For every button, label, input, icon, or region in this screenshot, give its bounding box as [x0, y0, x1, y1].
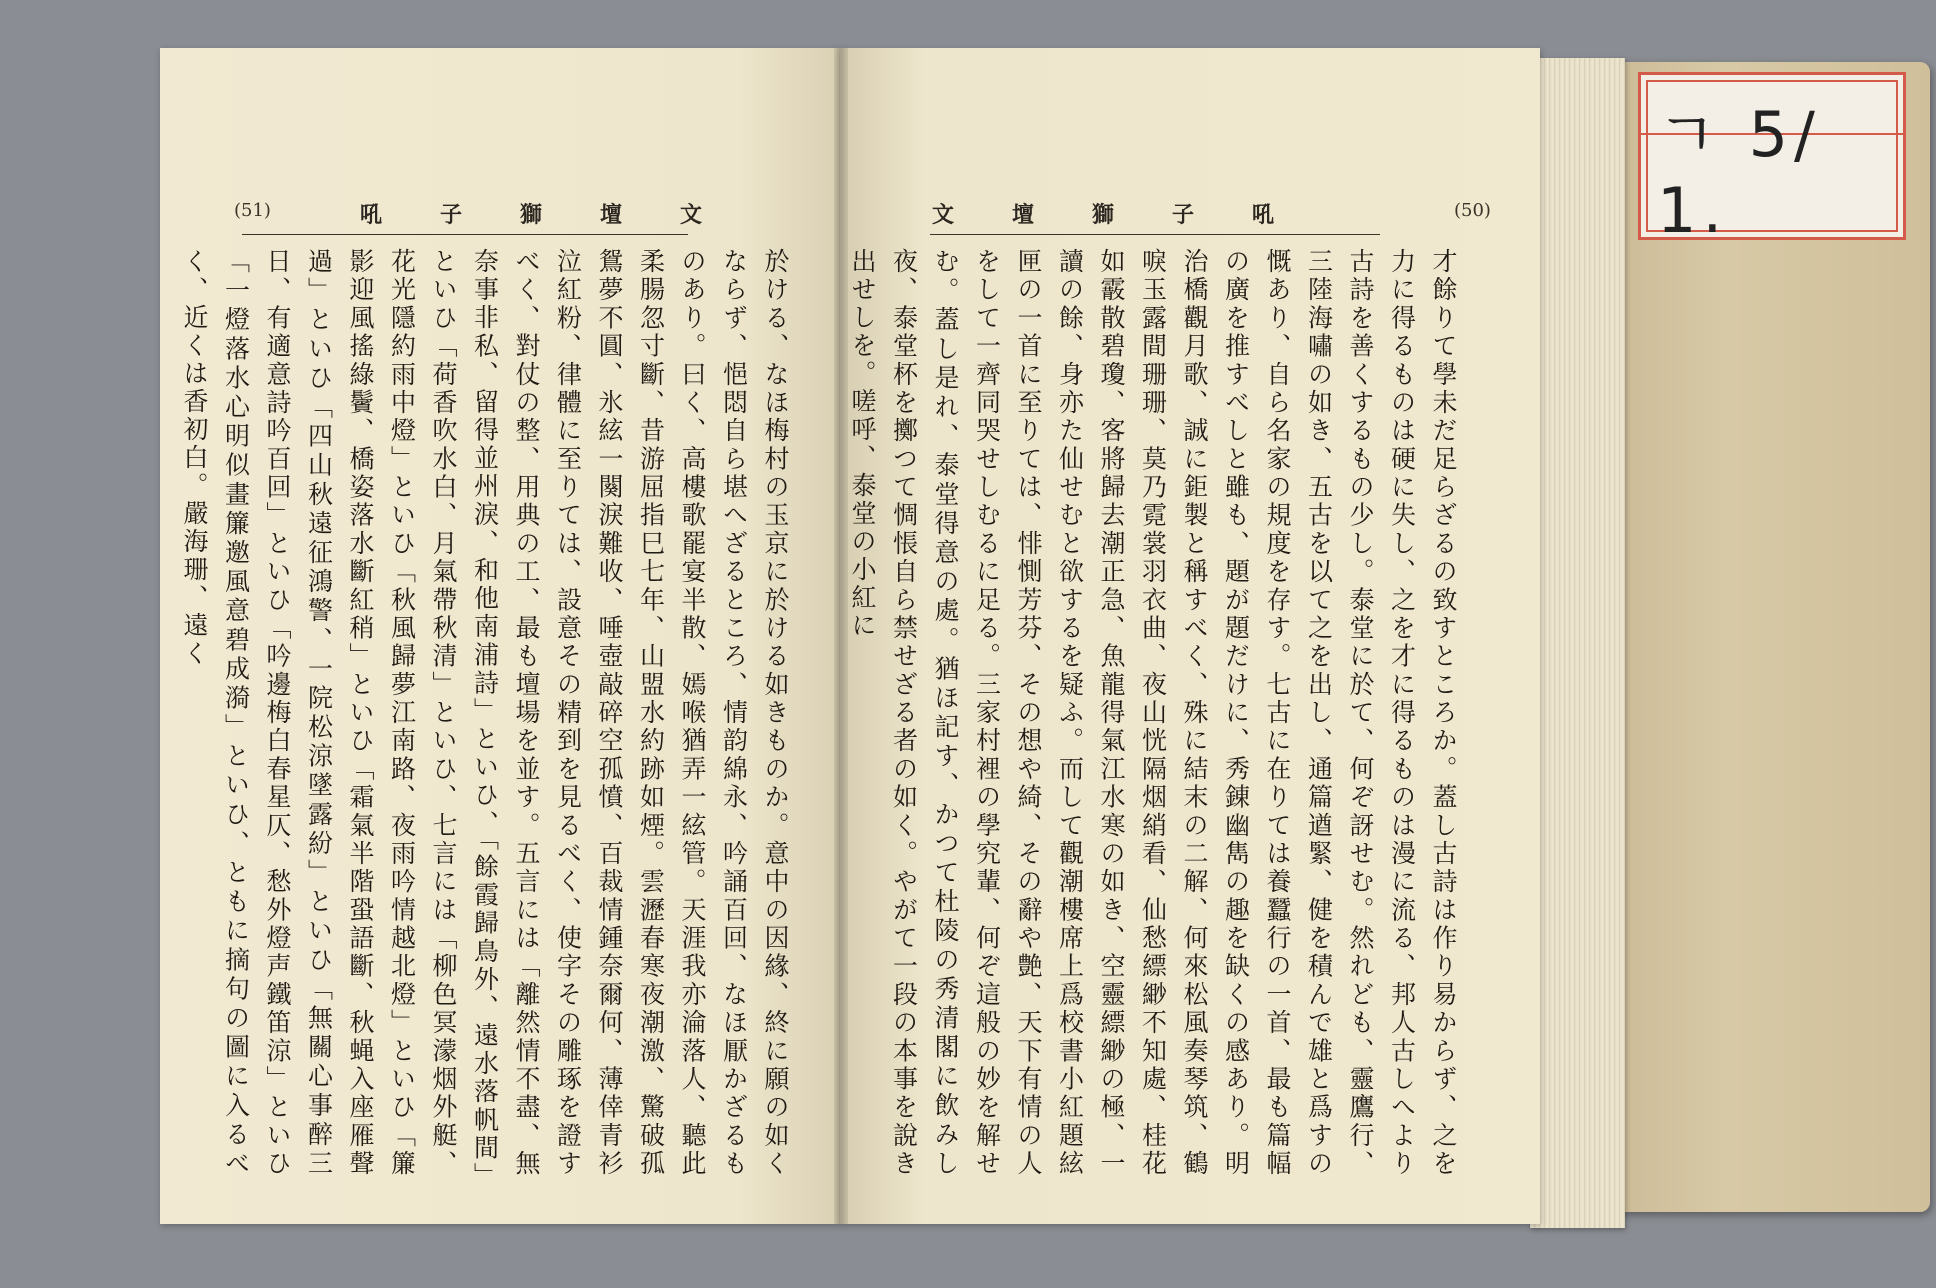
left-page-number: (51) — [234, 200, 271, 221]
left-header-rule — [242, 234, 688, 235]
label-text: ㄱ 5/ 1. — [1657, 98, 1821, 247]
left-page-body: 於ける、なほ梅村の玉京に於ける如きものか。意中の因緣、終に願の如くならず、悒悶自ら堪へざるところ、情韵綿永、吟誦百回、なほ厭かざるものあり。曰く、高樓歌罷宴半散、嫣喉猶弄一絃管。天涯我亦淪落人、聽此柔腸忽寸斷、昔游屈指巳七年、山盟水約跡如煙。雲瀝春寒夜潮激、驚破孤鴛夢不圓、氷絃一闋淚難收、唾壺敲碎空孤憤、百裁情鍾奈爾何、薄倖青衫泣紅粉、律體に至りては、設意その精到を見るべく、使字その雕琢を證すべく、對仗の整、用典の工、最も壇場を並す。五言には「離然情不盡、無奈事非私、留得並州淚、和他南浦詩」といひ、「餘霞歸鳥外、遠水落帆間」といひ「荷香吹水白、月氣帶秋清」といひ、七言には「柳色冥濛烟外艇、花光隱約雨中燈」といひ「秋風歸夢江南路、夜雨吟情越北燈」といひ「簾影迎風搖綠鬢、橋姿落水斷紅稍」といひ「霜氣半階蛩語斷、秋蝇入座雁聲過」といひ「四山秋遠征鴻警、一院松涼墜露紛」といひ「無關心事醉三日、有適意詩吟百回」といひ「吟邊梅白春星仄、愁外燈声鐵笛涼」といひ「一燈落水心明似畫簾邀風意碧成漪」といひ、ともに摘句の圖に入るべく、近くは香初白。嚴海珊、遠く — [180, 248, 790, 1179]
open-book — [150, 48, 1821, 1248]
right-page — [840, 48, 1540, 1224]
right-page-header: 文壇獅子吼 — [932, 202, 1333, 228]
left-page — [160, 48, 840, 1224]
library-label — [1638, 72, 1906, 247]
book-gutter — [834, 48, 848, 1224]
right-page-body: 才餘りて學未だ足らざるの致すところか。蓋し古詩は作り易からず、之を力に得るものは硬に失し、之を才に得るものは漫に流る、邦人古しへより古詩を善くするもの少し。泰堂に於て、何ぞ訝せむ。然れども、靈鷹行、三陸海嘯の如き、五古を以て之を出し、通篇遒緊、健を積んで雄と爲すの慨あり、自ら名家の規度を存す。七古に在りては養蠶行の一首、最も篇幅の廣を推すべしと雖も、題が題だけに、秀錬幽雋の趣を缺くの感あり。明治橋觀月歌、誠に鉅製と稱すべく、殊に結末の二解、何來松風奏琴筑、鶴唳玉露間珊珊、莫乃霓裳羽衣曲、夜山恍隔烟綃看、仙愁縹緲不知處、桂花如霰散碧瓊、客將歸去潮正急、魚龍得氣江水寒の如き、空靈縹緲の極、一讀の餘、身亦た仙せむと欲するを疑ふ。而して觀潮樓席上爲校書小紅題絃匣の一首に至りては、悱惻芳芬、その想や綺、その辭や艶、天下有情の人をして一齊同哭せしむるに足る。三家村裡の學究輩、何ぞ這般の妙を解せむ。蓋し是れ、泰堂得意の處。猶ほ記す、かつて杜陵の秀清閣に飲みし夜、泰堂杯を擲つて惆悵自ら禁せざる者の如く。やがて一段の本事を說き出せしを。嗟呼、泰堂の小紅に — [848, 248, 1458, 1179]
left-page-header: 吼子獅壇文 — [360, 202, 761, 228]
left-page-text — [180, 248, 796, 1179]
right-page-number: (50) — [1454, 200, 1491, 221]
right-header-rule — [930, 234, 1380, 235]
page-edges — [1530, 58, 1625, 1228]
right-page-text — [848, 248, 1464, 1179]
